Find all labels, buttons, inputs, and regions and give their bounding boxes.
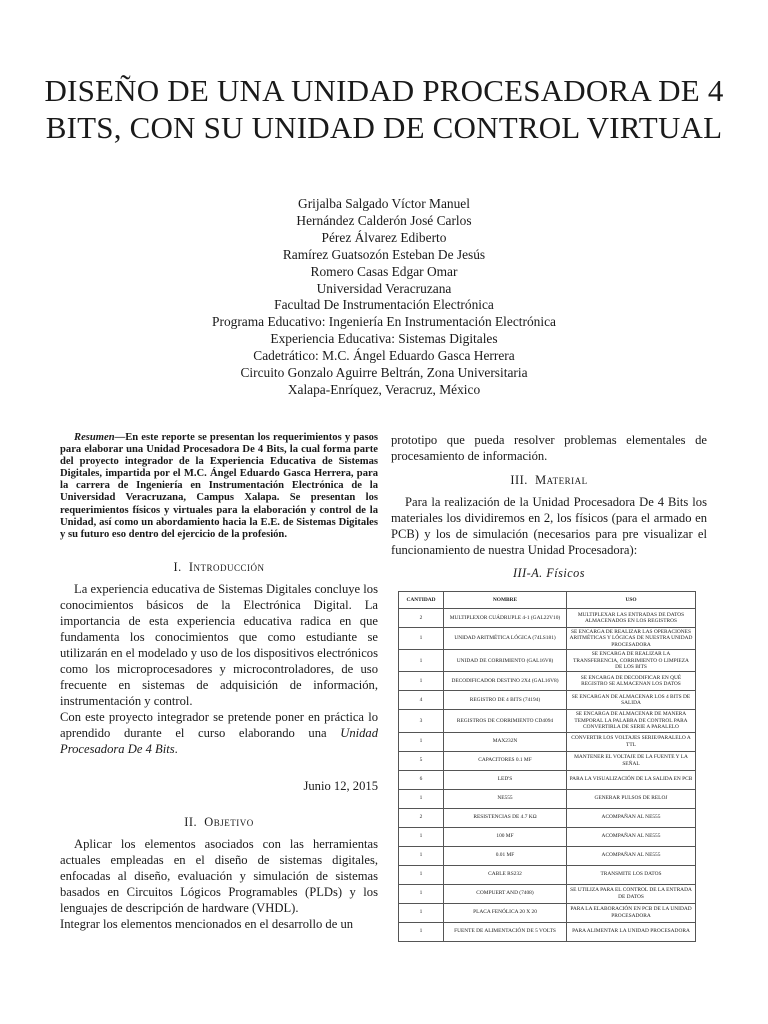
cell-quantity: 2 [399, 609, 444, 628]
cell-name: MULTIPLEXOR CUÁDRUPLE 4-1 (GAL22V10) [444, 609, 567, 628]
cell-quantity: 5 [399, 751, 444, 770]
cell-quantity: 3 [399, 710, 444, 732]
affiliation-line: Circuito Gonzalo Aguirre Beltrán, Zona Universitaria [240, 365, 528, 381]
cell-use: PARA ALIMENTAR LA UNIDAD PROCESADORA [567, 922, 696, 941]
intro-paragraph-2 [60, 709, 378, 757]
cell-quantity: 4 [399, 691, 444, 710]
cell-name: LED'S [444, 770, 567, 789]
section-title: Objetivo [204, 814, 254, 829]
section-heading-material [391, 472, 707, 488]
table-row [399, 846, 696, 865]
affiliation-line: Universidad Veracruzana [316, 280, 452, 296]
cell-quantity: 6 [399, 770, 444, 789]
cell-name: DECODIFICADOR DESTINO 2X4 (GAL16V8) [444, 672, 567, 691]
cell-name: REGISTROS DE CORRIMIENTO CD4094 [444, 710, 567, 732]
paper-title: DISEÑO DE UNA UNIDAD PROCESADORA DE 4 BITS, CON SU UNIDAD DE CONTROL VIRTUAL [44, 73, 724, 145]
cell-use: MULTIPLEXAR LAS ENTRADAS DE DATOS ALMACENADOS EN LOS REGISTROS [567, 609, 696, 628]
cell-use: ACOMPAÑAN AL NE555 [567, 808, 696, 827]
abstract-text: —En este reporte se presentan los requerimientos y pasos para elaborar una Unidad Procesadora De 4 Bits, la cual forma parte del proyecto integrador de la Experiencia Educativa de Sistemas Digitales, impartida por el M.C. Ángel Eduardo Gasca Herrera, para la carrera de Ingeniería en Instrumentación Electrónica de la Universidad Veracruzana, Campus Xalapa. Se presentan los requerimientos físicos y virtuales para la elaboración y control de la Unidad, así como un abordamiento hacia la E.E. de Sistemas Digitales y su futuro eso dentro del ejercicio de la profesión. [60, 432, 378, 540]
right-column [391, 432, 707, 942]
table-row [399, 710, 696, 732]
column-header-name: NOMBRE [444, 592, 567, 609]
intro-text-end: . [174, 741, 178, 756]
cell-name: 0.01 ΜF [444, 846, 567, 865]
cell-use: PARA LA ELABORACIÓN EN PCB DE LA UNIDAD PROCESADORA [567, 903, 696, 922]
table-body [399, 609, 696, 942]
column-header-quantity: CANTIDAD [399, 592, 444, 609]
section-heading-objective [60, 814, 378, 830]
cell-name: NE555 [444, 789, 567, 808]
table-row [399, 751, 696, 770]
materials-table [398, 591, 696, 942]
cell-quantity: 1 [399, 732, 444, 751]
cell-name: RESISTENCIAS DE 4.7 KΩ [444, 808, 567, 827]
table-row [399, 732, 696, 751]
cell-use: PARA LA VISUALIZACIÓN DE LA SALIDA EN PCB [567, 770, 696, 789]
affiliation-line: Xalapa-Enríquez, Veracruz, México [287, 381, 481, 397]
date-line: Junio 12, 2015 [303, 778, 378, 793]
cell-quantity: 2 [399, 808, 444, 827]
cell-name: UNIDAD ARITMÉTICA LÓGICA (74LS181) [444, 628, 567, 650]
cell-use: GENERAR PULSOS DE RELOJ [567, 789, 696, 808]
section-title: Introducción [188, 559, 265, 574]
affiliation-line: Experiencia Educativa: Sistemas Digitales [270, 331, 498, 347]
affiliation-line: Cadetrático: M.C. Ángel Eduardo Gasca Herrera [253, 348, 515, 364]
table-header-row [399, 592, 696, 609]
cell-quantity: 1 [399, 922, 444, 941]
cell-use: SE ENCARGA DE REALIZAR LAS OPERACIONES ARITMÉTICAS Y LÓGICAS DE NUESTRA UNIDAD PROCESADORA [567, 628, 696, 650]
cell-use: TRANSMITE LOS DATOS [567, 865, 696, 884]
cell-quantity: 1 [399, 789, 444, 808]
author-name: Hernández Calderón José Carlos [296, 212, 472, 228]
author-name: Pérez Álvarez Ediberto [321, 229, 447, 245]
cell-use: SE ENCARGA DE ALMACENAR DE MANERA TEMPORAL LA PALABRA DE CONTROL PARA CONVERTIRLA DE SERIE A PARALELO [567, 710, 696, 732]
author-name: Grijalba Salgado Víctor Manuel [298, 196, 470, 211]
author-block [84, 196, 684, 399]
cell-quantity: 1 [399, 846, 444, 865]
table-row [399, 789, 696, 808]
cell-quantity: 1 [399, 865, 444, 884]
cell-quantity: 1 [399, 672, 444, 691]
table-row [399, 628, 696, 650]
table-row [399, 865, 696, 884]
cell-use: ACOMPAÑAN AL NE555 [567, 846, 696, 865]
cell-use: SE ENCARGA DE DECODIFICAR EN QUÉ REGISTRO SE ALMACENAN LOS DATOS [567, 672, 696, 691]
section-title: Material [535, 473, 588, 487]
cell-quantity: 1 [399, 903, 444, 922]
cell-quantity: 1 [399, 884, 444, 903]
cell-name: CAPACITORES 0.1 ΜF [444, 751, 567, 770]
cell-name: FUENTE DE ALIMENTACIÓN DE 5 VOLTS [444, 922, 567, 941]
cell-quantity: 1 [399, 628, 444, 650]
cell-name: PLACA FENÓLICA 20 X 20 [444, 903, 567, 922]
table-row [399, 808, 696, 827]
section-number: II. [184, 814, 198, 829]
cell-name: MAX232N [444, 732, 567, 751]
intro-paragraph: La experiencia educativa de Sistemas Digitales concluye los conocimientos básicos de la Electrónica Digital. La importancia de esta experiencia educativa radica en que fundamenta los conocimientos que como estudiante se utilizarán en el modelado y uso de los dispositivos electrónicos como los microprocesadores y microcontroladores, de uso frecuente en sistemas de adquisición de información, instrumentación y control. [60, 581, 378, 708]
intro-text: Con este proyecto integrador se pretende poner en práctica lo aprendido durante el curso elaborando una [60, 709, 378, 740]
cell-use: SE ENCARGAN DE ALMACENAR LOS 4 BITS DE SALIDA [567, 691, 696, 710]
table-row [399, 691, 696, 710]
objective-paragraph: Aplicar los elementos asociados con las herramientas actuales empleadas en el diseño de sistemas digitales, enfocadas al diseño, evaluación y simulación de sistemas basados en Circuitos Lógicos Programables (PLDs) y los lenguajes de descripción de hardware (VHDL). [60, 836, 378, 915]
section-heading-introduction [60, 559, 378, 575]
table-row [399, 922, 696, 941]
cell-name: 100 ΜF [444, 827, 567, 846]
intro-emphasis: Unidad Procesadora De 4 Bits [60, 725, 378, 756]
section-number: I. [173, 559, 182, 574]
cell-name: REGISTRO DE 4 BITS (74194) [444, 691, 567, 710]
objective-paragraph-2: Integrar los elementos mencionados en el desarrollo de un [60, 916, 354, 931]
table-row [399, 770, 696, 789]
cell-quantity: 1 [399, 650, 444, 672]
table-row [399, 650, 696, 672]
objective-paragraph-continued: prototipo que pueda resolver problemas elementales de procesamiento de información. [391, 433, 707, 463]
cell-use: MANTENER EL VOLTAJE DE LA FUENTE Y LA SEÑAL [567, 751, 696, 770]
section-number: III. [510, 473, 528, 487]
cell-quantity: 1 [399, 827, 444, 846]
column-header-use: USO [567, 592, 696, 609]
material-paragraph: Para la realización de la Unidad Procesadora De 4 Bits los materiales los dividiremos en 2, los físicos (para el armado en PCB) y los de simulación (necesarios para pre visualizar el funcionamiento de nuestra Unidad Procesadora): [391, 495, 707, 557]
cell-use: ACOMPAÑAN AL NE555 [567, 827, 696, 846]
cell-use: SE UTILIZA PARA EL CONTROL DE LA ENTRADA DE DATOS [567, 884, 696, 903]
cell-name: COMPUERT AND (7408) [444, 884, 567, 903]
cell-use: SE ENCARGA DE REALIZAR LA TRANSFERENCIA, CORRIMIENTO O LIMPIEZA DE LOS BITS [567, 650, 696, 672]
affiliation-line: Facultad De Instrumentación Electrónica [274, 297, 494, 313]
left-column [60, 432, 378, 932]
table-row [399, 672, 696, 691]
cell-name: UNIDAD DE CORRIMIENTO (GAL16V8) [444, 650, 567, 672]
table-row [399, 884, 696, 903]
abstract [60, 432, 378, 541]
author-name: Romero Casas Edgar Omar [310, 263, 458, 279]
subsection-heading-physical: III-A. Físicos [513, 566, 585, 580]
cell-use: CONVERTIR LOS VOLTAJES SERIE/PARALELO A TTL [567, 732, 696, 751]
cell-name: CABLE RS232 [444, 865, 567, 884]
abstract-label: Resumen [74, 432, 115, 443]
table-row [399, 903, 696, 922]
author-name: Ramírez Guatsozón Esteban De Jesús [282, 246, 486, 262]
affiliation-line: Programa Educativo: Ingeniería En Instrumentación Electrónica [212, 314, 556, 330]
table-row [399, 609, 696, 628]
table-row [399, 827, 696, 846]
